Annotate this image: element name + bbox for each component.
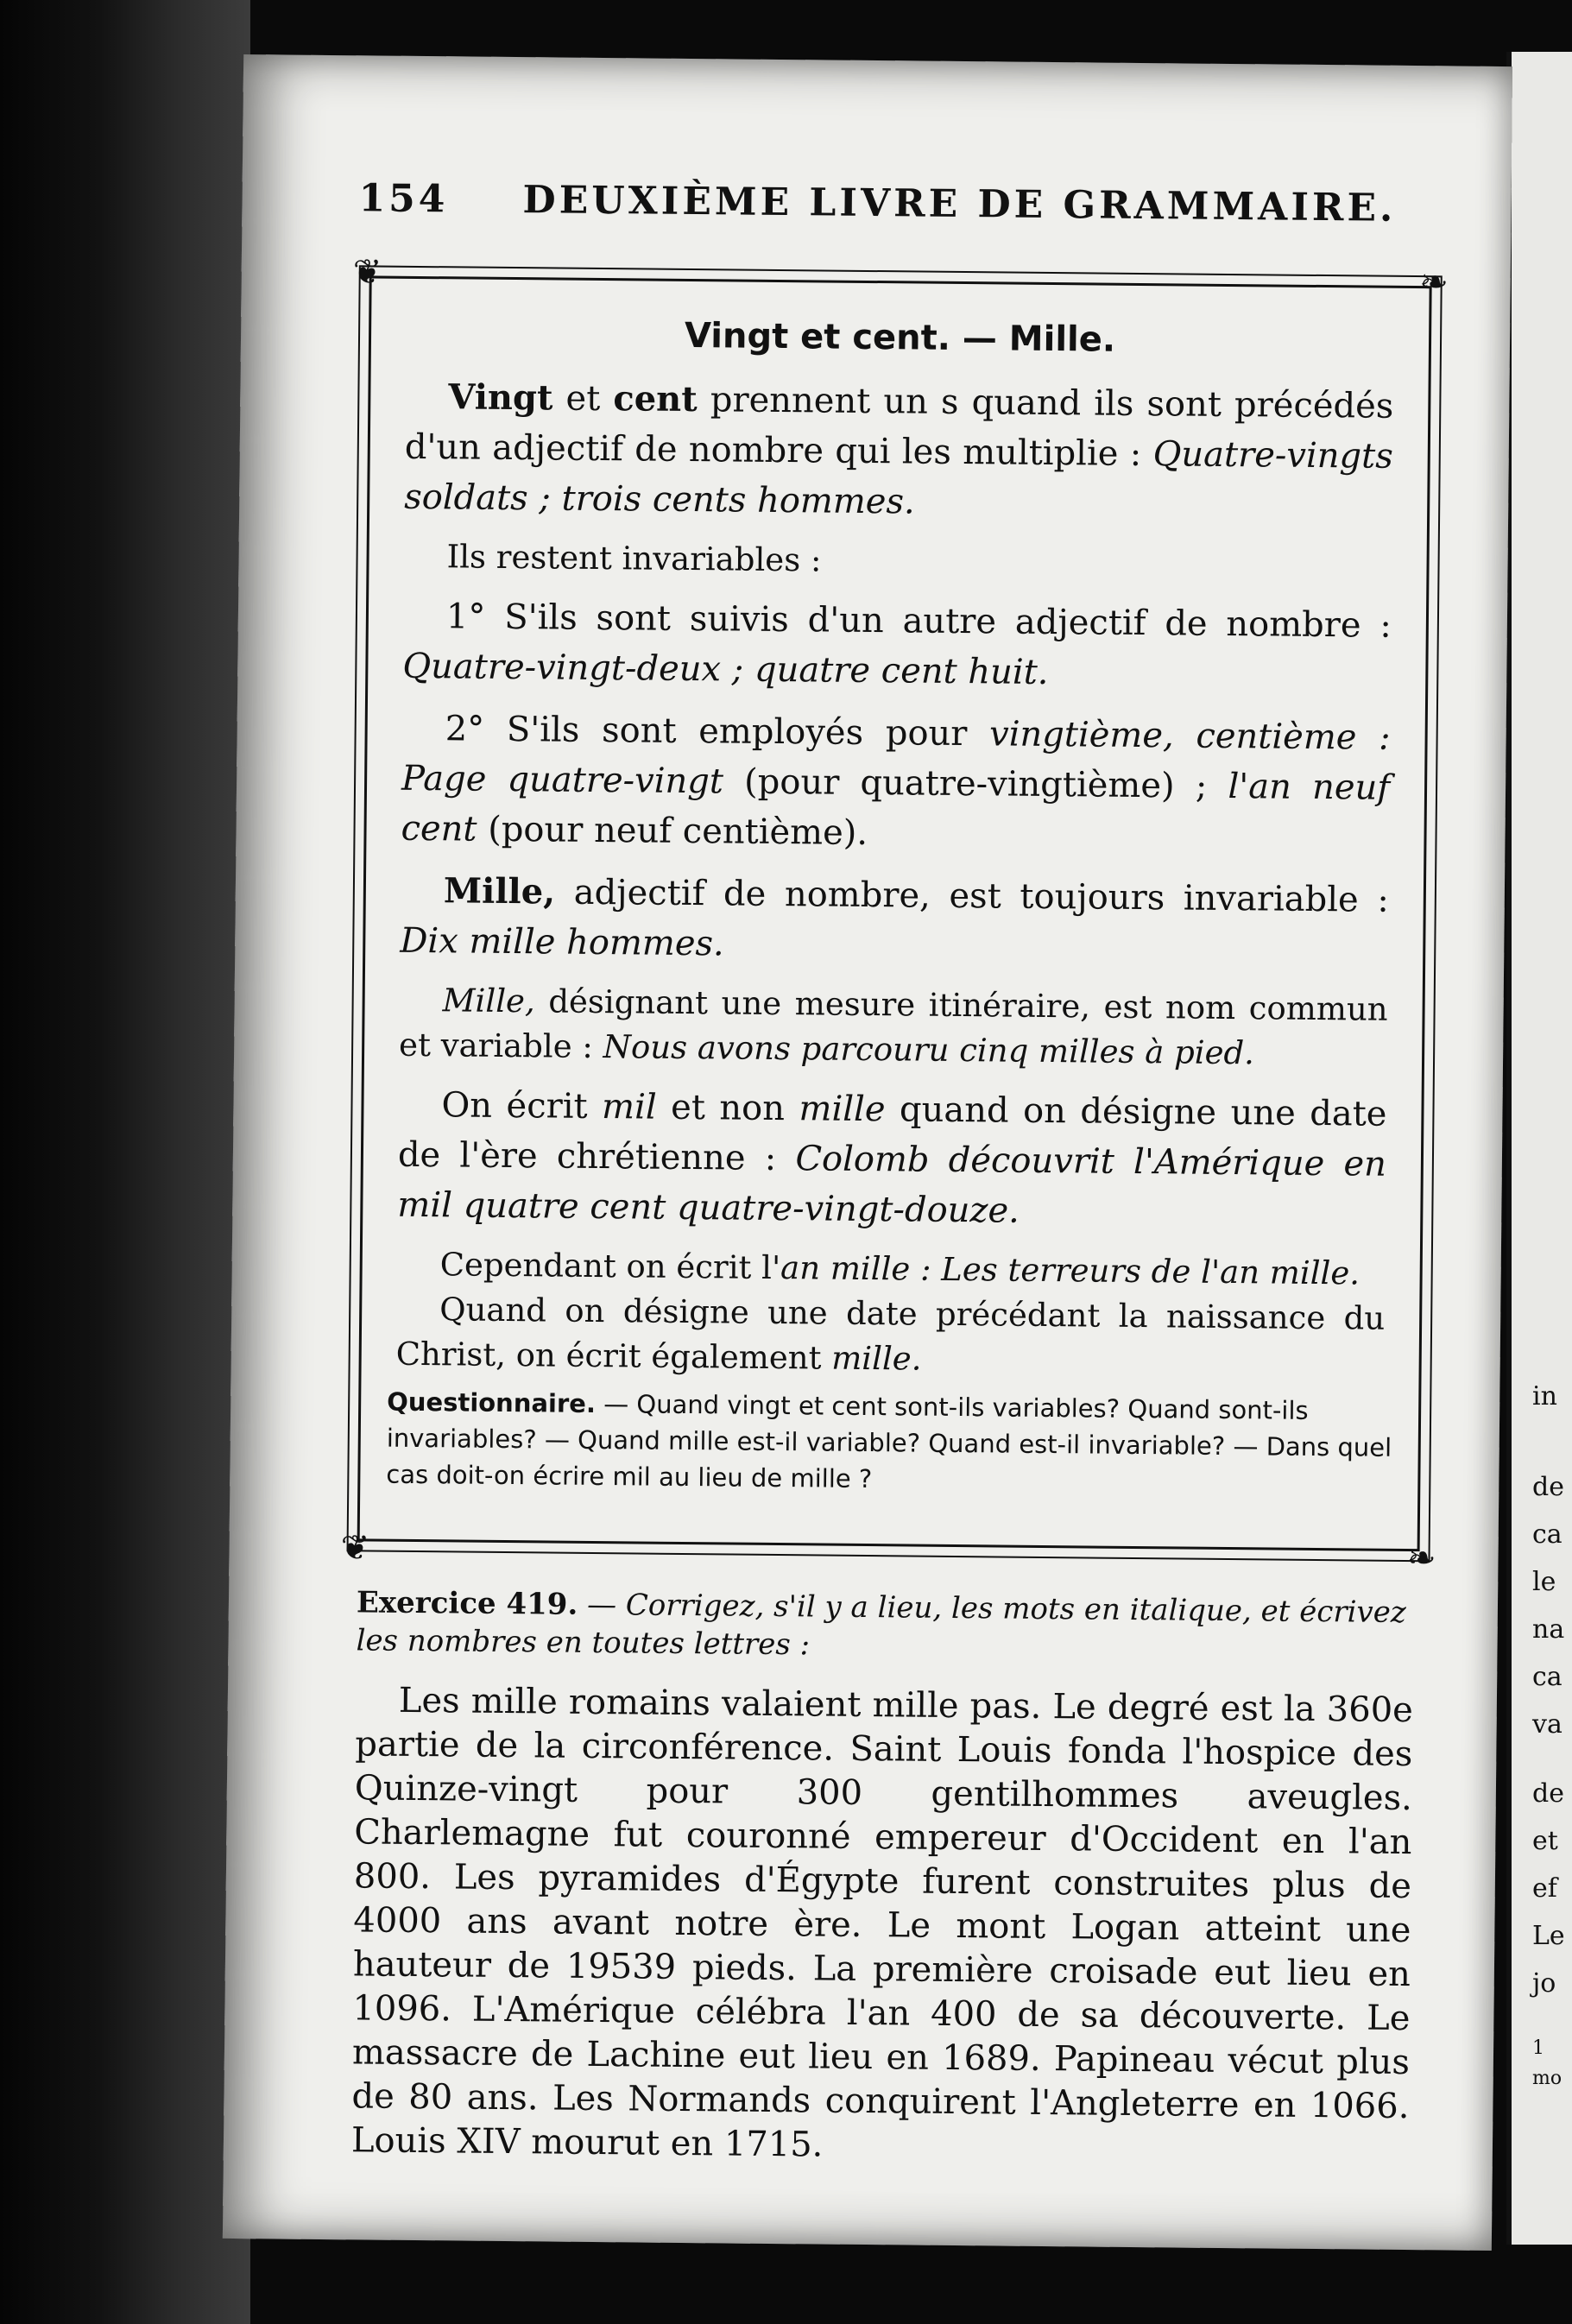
corner-flourish-icon: ❧ bbox=[1406, 1538, 1436, 1579]
book-page bbox=[223, 54, 1512, 2251]
rule-paragraph: Vingt et cent prennent un s quand ils sont précédés d'un adjectif de nombre qui les multiplie : Quatre-vingts soldats ; trois cents hommes. bbox=[404, 376, 1394, 522]
corner-flourish-icon: ❧ bbox=[1418, 262, 1449, 303]
questionnaire: Questionnaire. — Quand vingt et cent sont-ils variables? Quand sont-ils invariables? — Quand mille est-il variable? Quand est-il invariable? — Dans quel cas doit-on écrire mil au lieu de mille ? bbox=[386, 1386, 1392, 1494]
facing-fragment: jo bbox=[1532, 1968, 1556, 1999]
rule-paragraph: Mille, désignant une mesure itinéraire, est nom commun et variable : Nous avons parcouru cinq milles à pied. bbox=[398, 982, 1388, 1072]
exercise-heading bbox=[356, 1583, 1414, 1670]
facing-fragment: in bbox=[1532, 1381, 1557, 1411]
running-header bbox=[358, 176, 1412, 231]
facing-fragment: de bbox=[1532, 1472, 1564, 1502]
exercise-instruction: — Corrigez, s'il y a lieu, les mots en italique, et écrivez les nombres en toutes lettres : bbox=[356, 1587, 1406, 1663]
facing-fragment: ca bbox=[1532, 1662, 1563, 1692]
rule-paragraph: On écrit mil et non mille quand on désigne une date de l'ère chrétienne : Colomb découvrit l'Amérique en mil quatre cent quatre-vingt-douze. bbox=[397, 1085, 1387, 1231]
facing-fragment: de bbox=[1532, 1778, 1564, 1809]
facing-fragment: ef bbox=[1532, 1873, 1557, 1904]
corner-flourish-icon: ❦ bbox=[352, 252, 382, 293]
exercise-text: Les mille romains valaient mille pas. Le degré est la 360e partie de la circonférence. Saint Louis fonda l'hospice des Quinze-vingt pour 300 gentilhommes aveugles. Charlemagne fut couronné empereur d'Occident en l'an 800. Les pyramides d'Égypte furent construites plus de 4000 ans avant notre ère. Le mont Logan atteint une hauteur de 19539 pieds. La première croisade eut lieu en 1096. L'Amérique célébra l'an 400 de sa découverte. Le massacre de Lachine eut lieu en 1689. Papineau vécut plus de 80 ans. Les Normands conquirent l'Angleterre en 1066. Louis XIV mourut en 1715. bbox=[350, 1680, 1414, 2165]
book-gutter-shadow bbox=[0, 0, 250, 2324]
facing-page-edge bbox=[1506, 52, 1572, 2245]
running-title: DEUXIÈME LIVRE DE GRAMMAIRE. bbox=[522, 178, 1397, 231]
facing-fragment: ca bbox=[1532, 1519, 1563, 1550]
rule-paragraph: Cependant on écrit l'an mille : Les terreurs de l'an mille. bbox=[439, 1246, 1361, 1292]
rule-paragraph: Mille, adjectif de nombre, est toujours invariable : Dix mille hommes. bbox=[400, 870, 1390, 964]
page-number: 154 bbox=[358, 176, 449, 222]
facing-fragment: 1 bbox=[1532, 2037, 1544, 2059]
facing-fragment: le bbox=[1532, 1567, 1556, 1597]
facing-fragment: mo bbox=[1532, 2068, 1563, 2089]
rule-paragraph: 2° S'ils sont employés pour vingtième, centième : Page quatre-vingt (pour quatre-vingtième) ; l'an neuf cent (pour neuf centième). bbox=[401, 709, 1391, 853]
rule-paragraph: Ils restent invariables : bbox=[446, 538, 822, 579]
facing-fragment: et bbox=[1532, 1826, 1558, 1856]
rule-title: Vingt et cent. — Mille. bbox=[684, 315, 1116, 360]
rule-paragraph: Quand on désigne une date précédant la naissance du Christ, on écrit également mille. bbox=[395, 1291, 1386, 1378]
corner-flourish-icon: ❦ bbox=[340, 1528, 370, 1569]
exercise-body bbox=[351, 1678, 1413, 2173]
facing-fragment: va bbox=[1532, 1709, 1563, 1740]
rule-text bbox=[395, 372, 1393, 1399]
facing-fragment: Le bbox=[1532, 1921, 1565, 1951]
facing-fragment: na bbox=[1532, 1614, 1565, 1645]
rule-paragraph: 1° S'ils sont suivis d'un autre adjectif de nombre : Quatre-vingt-deux ; quatre cent huit. bbox=[402, 597, 1392, 692]
rule-box bbox=[340, 252, 1449, 1579]
exercise-label: Exercice 419. bbox=[356, 1585, 578, 1622]
